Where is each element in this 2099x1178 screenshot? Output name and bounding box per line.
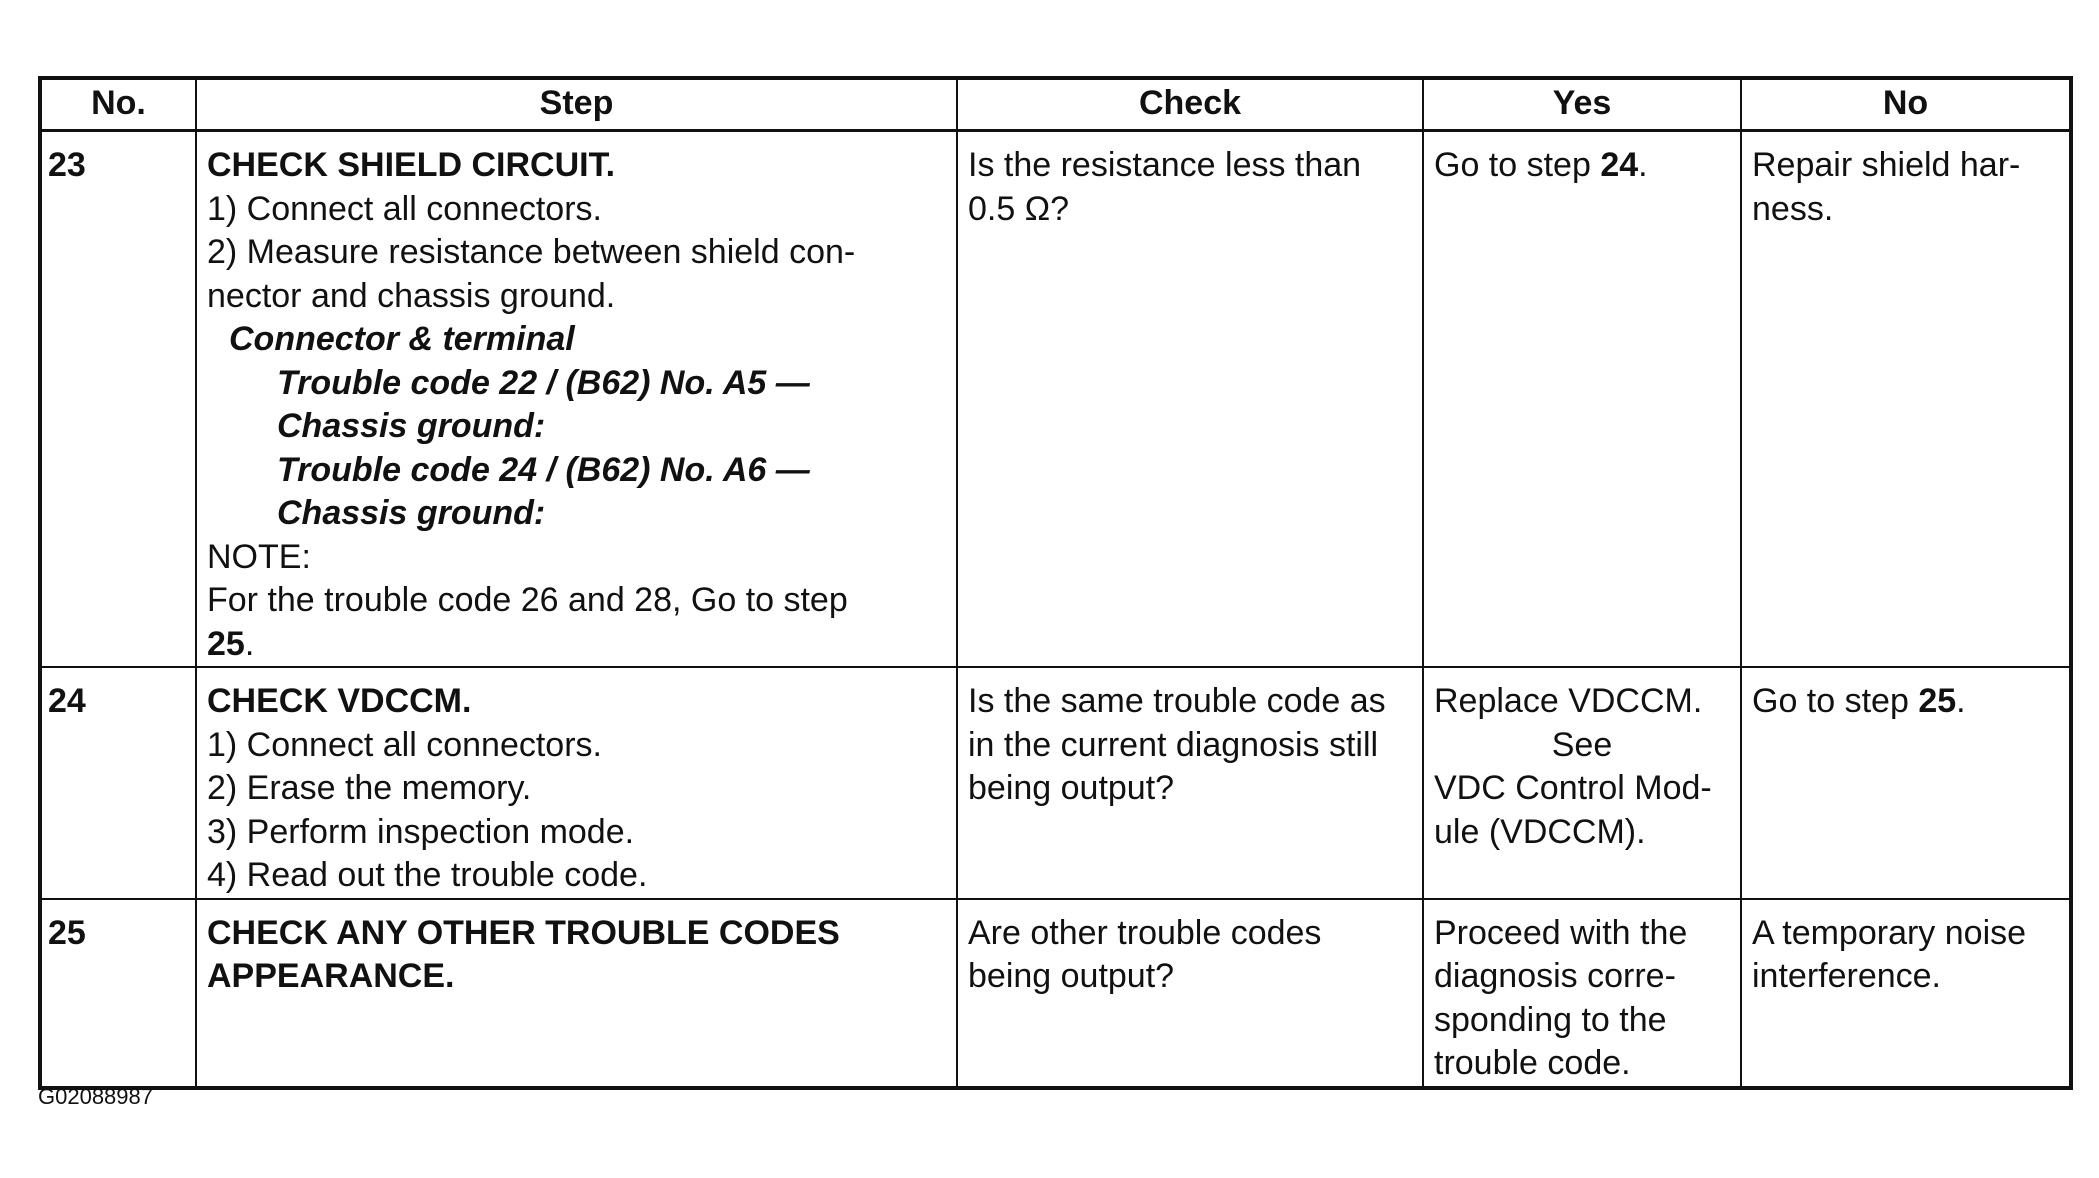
step-instruction: 1) Connect all connectors. <box>207 725 602 764</box>
check-cell: Is the resistance less than 0.5 Ω? <box>957 131 1423 668</box>
connector-line: Chassis ground: <box>277 407 546 445</box>
step-cell <box>196 131 957 668</box>
note-label: NOTE: <box>207 537 311 576</box>
figure-code: G02088987 <box>38 1084 153 1109</box>
check-cell: Are other trouble codes being output? <box>957 899 1423 1088</box>
step-cell <box>196 667 957 899</box>
step-instruction: 2) Erase the memory. <box>207 769 532 807</box>
header-no: No. <box>40 78 196 131</box>
yes-cell <box>1423 667 1741 899</box>
header-yes: Yes <box>1423 78 1741 131</box>
check-cell: Is the same trouble code as in the current diagnosis still being output? <box>957 667 1423 899</box>
table-row <box>40 131 2071 668</box>
connector-heading: Connector & terminal <box>229 320 575 358</box>
connector-line: Trouble code 22 / (B62) No. A5 — <box>277 363 810 402</box>
table-row <box>40 667 2071 899</box>
no-step-number: 25 <box>1918 682 1957 720</box>
yes-line: Replace VDCCM. <box>1434 682 1703 720</box>
step-instruction: nector and chassis ground. <box>207 276 616 315</box>
note-step-number: 25 <box>207 624 245 663</box>
yes-see: See <box>1551 725 1613 764</box>
yes-cell: Proceed with the diagnosis corre-sponding to the trouble code. <box>1423 899 1741 1088</box>
step-cell <box>196 899 957 1088</box>
yes-step-number: 24 <box>1600 146 1639 184</box>
diagnostic-table <box>38 76 2073 1090</box>
no-suffix: . <box>1956 682 1966 720</box>
step-title: CHECK VDCCM. <box>207 682 472 720</box>
connector-line: Chassis ground: <box>277 494 546 532</box>
no-prefix: Go to step <box>1752 682 1919 720</box>
no-result-cell: Repair shield har-ness. <box>1741 131 2071 668</box>
no-result-cell <box>1741 667 2071 899</box>
note-text: For the trouble code 26 and 28, Go to step <box>207 581 848 619</box>
no-result-cell: A temporary noise interference. <box>1741 899 2071 1088</box>
note-step-line <box>207 623 946 667</box>
step-title: CHECK ANY OTHER TROUBLE CODES APPEARANCE. <box>207 913 840 995</box>
header-step: Step <box>196 78 957 131</box>
yes-prefix: Go to step <box>1434 146 1601 184</box>
yes-cell <box>1423 131 1741 668</box>
step-title: CHECK SHIELD CIRCUIT. <box>207 146 616 184</box>
header-row <box>40 78 2071 131</box>
connector-line: Trouble code 24 / (B62) No. A6 — <box>277 450 810 489</box>
note-end: . <box>244 624 255 663</box>
step-instruction: 4) Read out the trouble code. <box>207 856 648 894</box>
step-number: 24 <box>40 667 196 899</box>
step-instruction: 1) Connect all connectors. <box>207 189 602 228</box>
yes-suffix: . <box>1638 146 1648 184</box>
step-instruction: 3) Perform inspection mode. <box>207 812 635 851</box>
header-no-result: No <box>1741 78 2071 131</box>
header-check: Check <box>957 78 1423 131</box>
table-row <box>40 899 2071 1088</box>
step-number: 25 <box>40 899 196 1088</box>
step-number: 23 <box>40 131 196 668</box>
yes-reference: VDC Control Mod-ule (VDCCM). <box>1434 769 1712 851</box>
step-instruction: 2) Measure resistance between shield con- <box>207 233 856 271</box>
